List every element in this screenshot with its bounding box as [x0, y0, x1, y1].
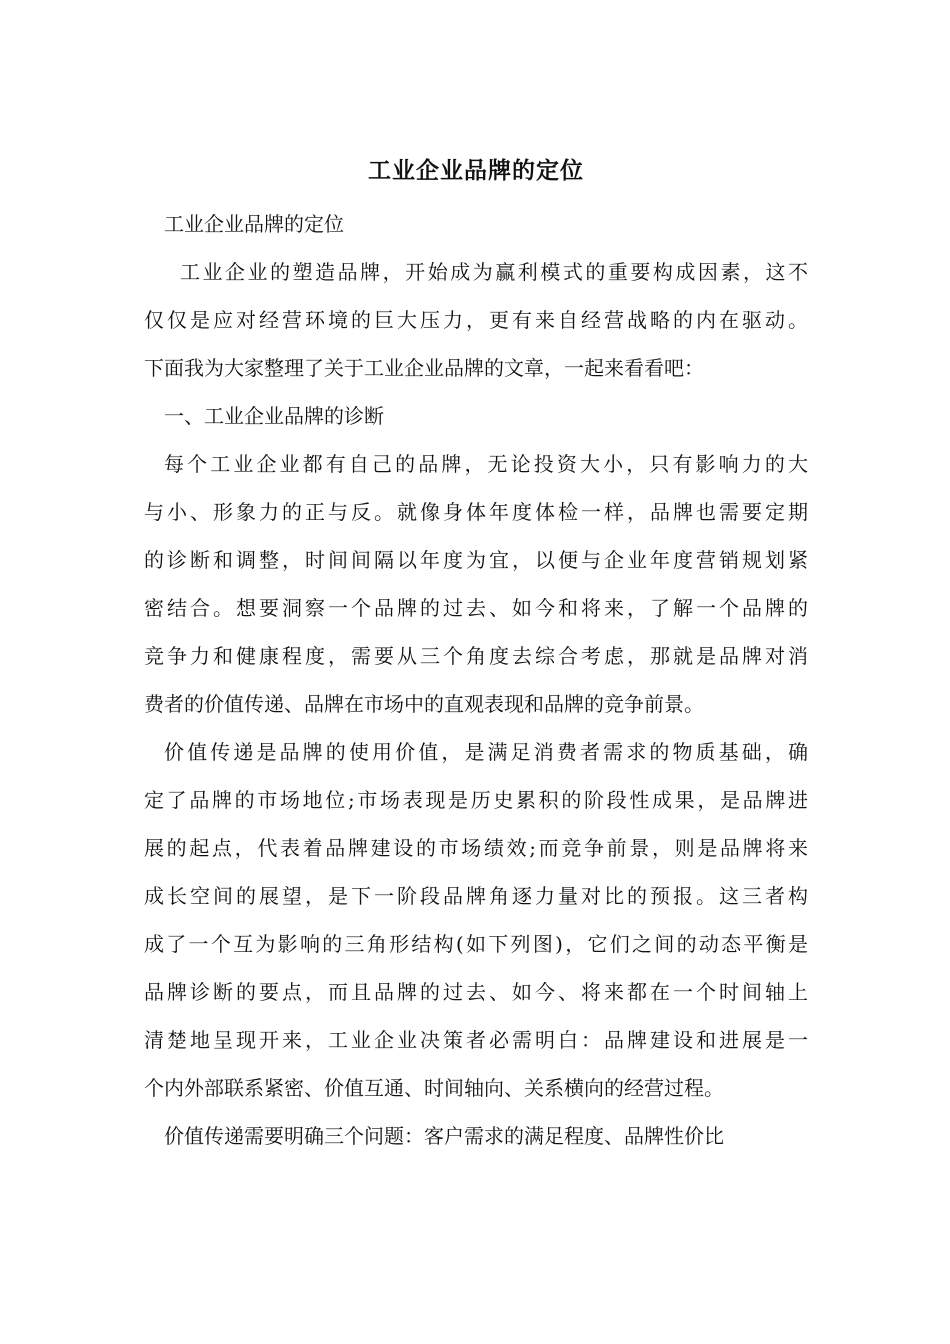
paragraph-line: 价值传递是品牌的使用价值，是满足消费者需求的物质基础，确	[164, 740, 808, 764]
paragraph-line: 竞争力和健康程度，需要从三个角度去综合考虑，那就是品牌对消	[144, 644, 808, 668]
paragraph-line: 一、工业企业品牌的诊断	[164, 404, 384, 428]
paragraph-line: 清楚地呈现开来，工业企业决策者必需明白：品牌建设和进展是一	[144, 1028, 808, 1052]
paragraph-line: 成了一个互为影响的三角形结构(如下列图)，它们之间的动态平衡是	[144, 932, 808, 956]
paragraph-line: 个内外部联系紧密、价值互通、时间轴向、关系横向的经营过程。	[144, 1076, 724, 1100]
paragraph-line: 密结合。想要洞察一个品牌的过去、如今和将来，了解一个品牌的	[144, 596, 808, 620]
paragraph-line: 费者的价值传递、品牌在市场中的直观表现和品牌的竞争前景。	[144, 692, 704, 716]
paragraph-line: 与小、形象力的正与反。就像身体年度体检一样，品牌也需要定期	[144, 500, 808, 524]
paragraph-line: 下面我为大家整理了关于工业企业品牌的文章，一起来看看吧：	[144, 356, 704, 380]
paragraph-line: 展的起点，代表着品牌建设的市场绩效;而竞争前景，则是品牌将来	[144, 836, 808, 860]
paragraph-line: 仅仅是应对经营环境的巨大压力，更有来自经营战略的内在驱动。	[144, 308, 808, 332]
paragraph-line: 每个工业企业都有自己的品牌，无论投资大小，只有影响力的大	[164, 452, 808, 476]
document-page	[144, 148, 808, 1160]
paragraph-line: 价值传递需要明确三个问题：客户需求的满足程度、品牌性价比	[164, 1124, 724, 1148]
paragraph-line: 的诊断和调整，时间间隔以年度为宜，以便与企业年度营销规划紧	[144, 548, 808, 572]
paragraph-line: 品牌诊断的要点，而且品牌的过去、如今、将来都在一个时间轴上	[144, 980, 808, 1004]
paragraph-line: 定了品牌的市场地位;市场表现是历史累积的阶段性成果，是品牌进	[144, 788, 808, 812]
paragraph-line: 成长空间的展望，是下一阶段品牌角逐力量对比的预报。这三者构	[144, 884, 808, 908]
document-subtitle: 工业企业品牌的定位	[164, 212, 344, 236]
document-title: 工业企业品牌的定位	[368, 157, 584, 184]
document-body	[144, 248, 808, 1160]
paragraph-line: 工业企业的塑造品牌，开始成为赢利模式的重要构成因素，这不	[180, 260, 808, 284]
